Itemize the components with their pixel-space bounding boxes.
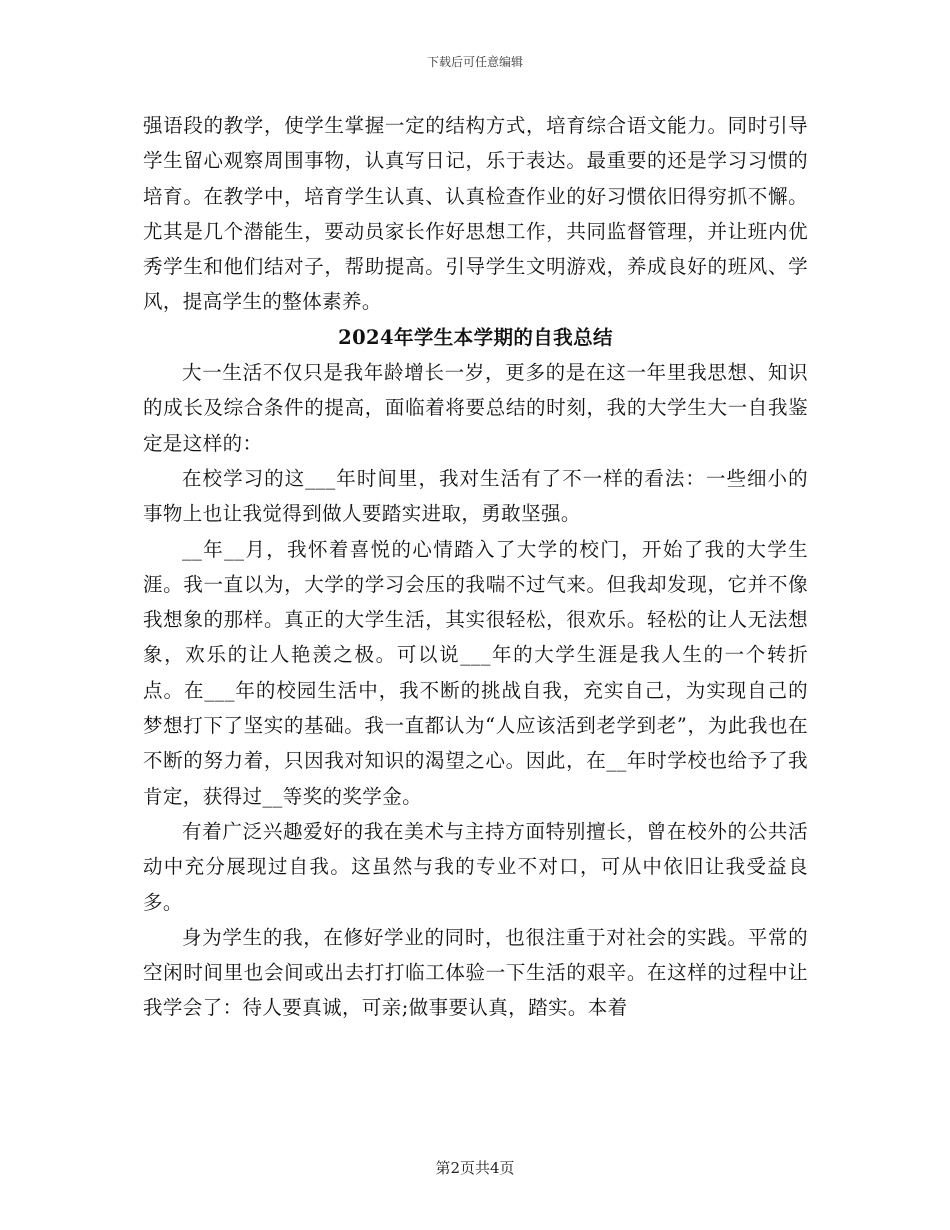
paragraph-2: 在校学习的这___年时间里，我对生活有了不一样的看法：一些细小的事物上也让我觉得到做人要踏实进取，勇敢坚强。 xyxy=(143,466,808,526)
paragraph-4: 有着广泛兴趣爱好的我在美术与主持方面特别擅长，曾在校外的公共活动中充分展现过自我。这虽然与我的专业不对口，可从中依旧让我受益良多。 xyxy=(143,819,808,914)
document-body xyxy=(143,108,808,1026)
paragraph-3: __年__月，我怀着喜悦的心情踏入了大学的校门，开始了我的大学生涯。我一直以为，大学的学习会压的我喘不过气来。但我却发现，它并不像我想象的那样。真正的大学生活，其实很轻松，很欢乐。轻松的让人无法想象，欢乐的让人艳羡之极。可以说___年的大学生涯是我人生的一个转折点。在___年的校园生活中，我不断的挑战自我，充实自己，为实现自己的梦想打下了坚实的基础。我一直都认为“人应该活到老学到老”，为此我也在不断的努力着，只因我对知识的渴望之心。因此，在__年时学校也给予了我肯定，获得过__等奖的奖学金。 xyxy=(143,537,808,808)
section-title: 2024年学生本学期的自我总结 xyxy=(338,325,613,349)
header-note: 下载后可任意编辑 xyxy=(426,55,523,69)
paragraph-1: 大一生活不仅只是我年龄增长一岁，更多的是在这一年里我思想、知识的成长及综合条件的提高，面临着将要总结的时刻，我的大学生大一自我鉴定是这样的： xyxy=(143,361,808,455)
page-number: 第2页共4页 xyxy=(435,1159,515,1177)
paragraph-5: 身为学生的我，在修好学业的同时，也很注重于对社会的实践。平常的空闲时间里也会间或出去打打临工体验一下生活的艰辛。在这样的过程中让我学会了：待人要真诚，可亲;做事要认真，踏实。本着 xyxy=(143,925,808,1020)
intro-paragraph: 强语段的教学，使学生掌握一定的结构方式，培育综合语文能力。同时引导学生留心观察周围事物，认真写日记，乐于表达。最重要的还是学习习惯的培育。在教学中，培育学生认真、认真检查作业的好习惯依旧得穷抓不懈。尤其是几个潜能生，要动员家长作好思想工作，共同监督管理，并让班内优秀学生和他们结对子，帮助提高。引导学生文明游戏，养成良好的班风、学风，提高学生的整体素养。 xyxy=(143,114,808,314)
